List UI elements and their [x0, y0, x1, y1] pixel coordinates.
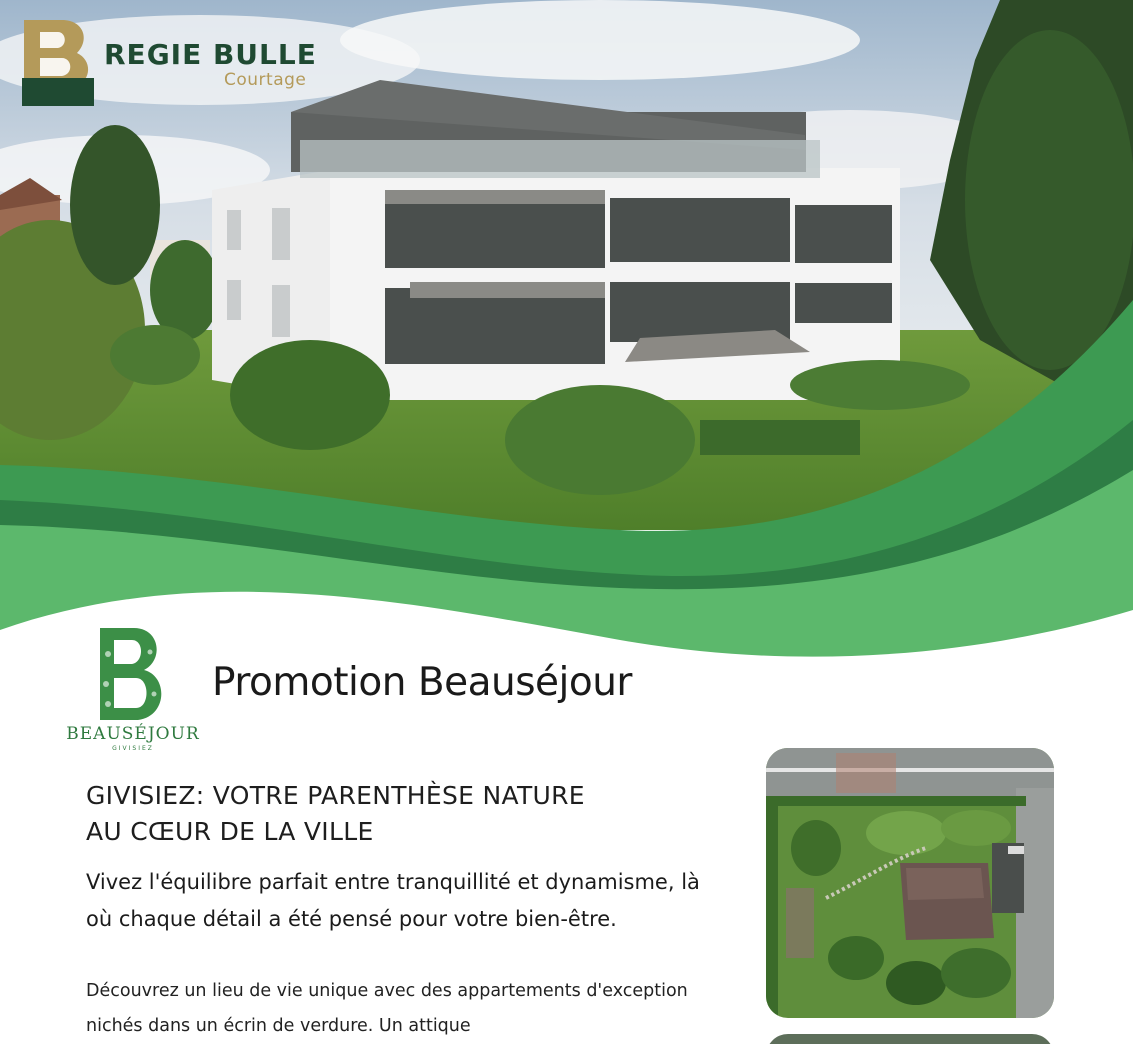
logo-subtitle: Courtage	[224, 70, 307, 90]
regie-bulle-logo[interactable]	[22, 18, 342, 108]
logo-title: REGIE BULLE	[104, 38, 317, 71]
headline-line-2: AU CŒUR DE LA VILLE	[86, 817, 374, 846]
brand-name: BEAUSÉJOUR	[66, 724, 200, 744]
beausejour-logo	[62, 624, 204, 756]
aerial-illustration	[766, 748, 1054, 1018]
headline-line-1: GIVISIEZ: VOTRE PARENTHÈSE NATURE	[86, 781, 585, 810]
headline	[86, 778, 726, 850]
body-paragraph: Découvrez un lieu de vie unique avec des appartements d'exception nichés dans un écrin de verdure. Un attique	[86, 981, 688, 1036]
brand-subtitle: GIVISIEZ	[112, 745, 154, 752]
b-monogram-icon	[22, 18, 94, 106]
page-title: Promotion Beauséjour	[212, 660, 632, 705]
lead-paragraph: Vivez l'équilibre parfait entre tranquillité et dynamisme, là où chaque détail a été pensé pour votre bien-être.	[86, 870, 700, 931]
leaf-b-monogram-icon	[94, 624, 172, 724]
aerial-photo	[766, 748, 1054, 1018]
aerial-photo-secondary	[766, 1034, 1054, 1044]
